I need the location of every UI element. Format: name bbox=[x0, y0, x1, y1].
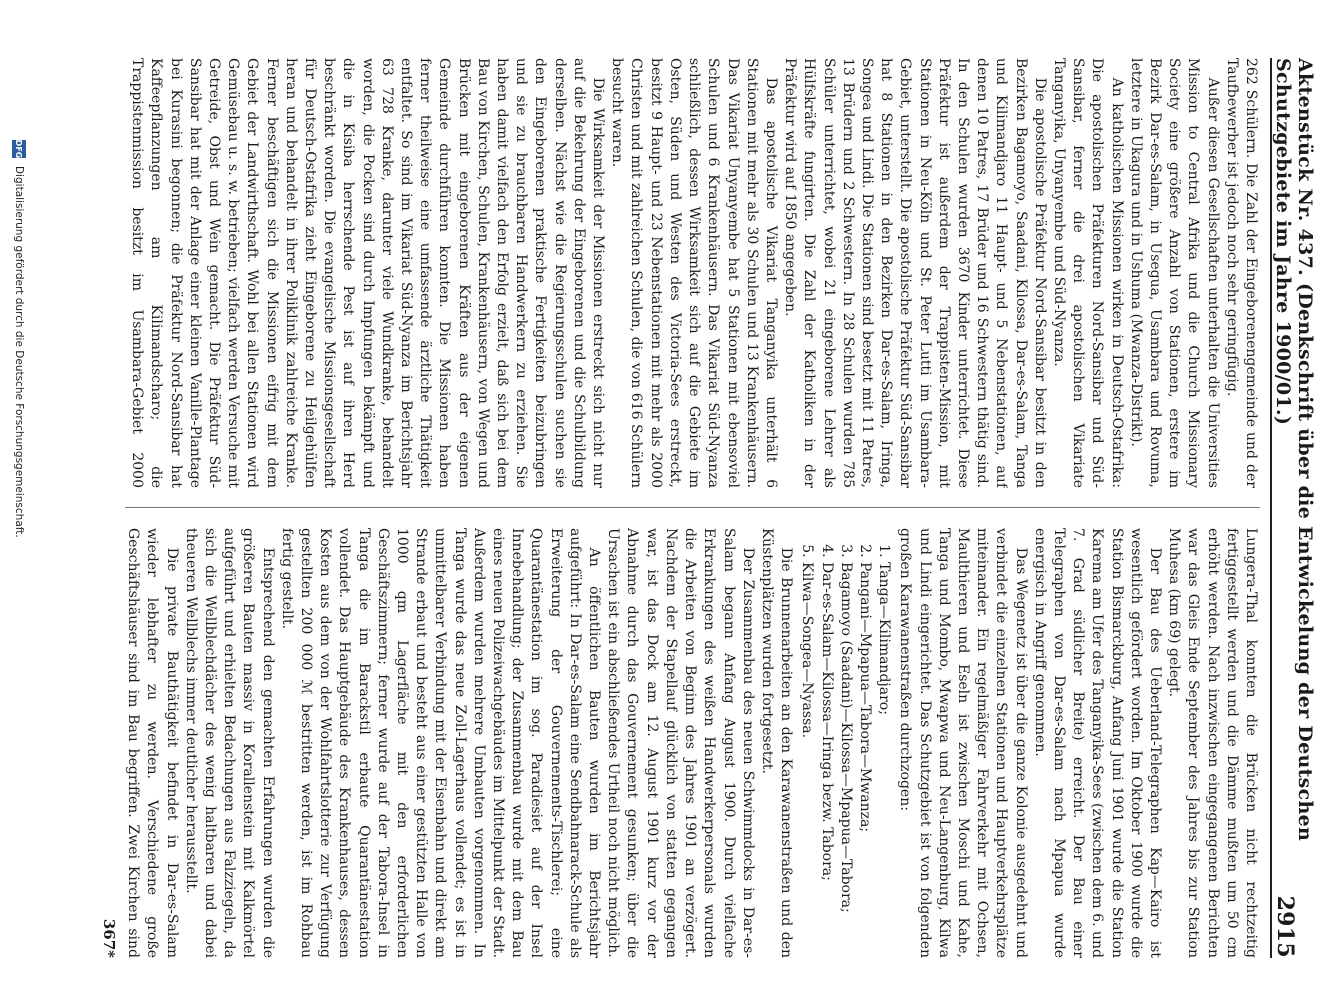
paragraph: Entsprechend den gemachten Erfahrungen wurden die größeren Bauten massiv in Korallenstein mit Kalkmörtel aufgeführt und erhielten Bedachungen aus Falzziegeln, da sich die Wellblechdächer des wenig haltbaren und dabei theueren Wellblechs immer deutlicher herausstellt. bbox=[182, 528, 276, 958]
digitization-footer bbox=[12, 140, 26, 860]
paragraph: Lungera-Thal konnten die Brücken nicht rechtzeitig fertiggestellt werden und die Dämme mußten um 50 cm erhöht werden. Nach inzwischen eingegangenen Berichten war das Gleis Ende September des Jahres bis zur Station Muhesa (km 69) gelegt. bbox=[1166, 528, 1259, 958]
dfg-logo-icon: DFG bbox=[12, 140, 26, 158]
paragraph: Außer diesen Gesellschaften unterhalten die Universities Mission to Central Afrika und die Church Missionary Society eine größere Anzahl von Stationen, erstere im Bezirk Dar-es-Salam, in Usegua, Usambara und Rovuma, letztere in Ukagura und in Ushuma (Mwanza-Distrikt). bbox=[1127, 58, 1221, 488]
column-divider bbox=[125, 507, 1260, 508]
right-column bbox=[125, 528, 1260, 958]
paragraph: Die private Bauthätigkeit befindet in Dar-es-Salam wieder lebhafter zu werden. Verschiedene große Geschäftshäuser sind im Bau begriffen. Zwei Kirchen sind bbox=[125, 528, 180, 958]
route-list bbox=[797, 528, 893, 958]
route-item: 5. Kilwa—Songea—Nyassa. bbox=[797, 562, 816, 958]
footer-text: Digitalisierung gefördert durch die Deutsche Forschungsgemeinschaft. bbox=[13, 166, 25, 538]
paragraph: Die Wirksamkeit der Missionen erstreckt sich nicht nur auf die Bekehrung der Eingeborenen und die Schulbildung derselben. Nächst wie die Regierungsschulen suchen sie den Eingeborenen praktische Fertigkeiten beizubringen und sie zu brauchbaren Handwerkern zu erziehen. Sie haben damit vielfach den Erfolg erzielt, daß sich bei dem Bau von Kirchen, Schulen, Krankenhäusern, von Wegen und Brücken mit eingeborenen Kräften aus der eigenen Gemeinde durchführen konnten. Die Missionen haben ferner theilweise eine umfassende ärztliche Thätigkeit entfaltet. So sind im Vikariat Süd-Nyanza im Berichtsjahr 63 728 Kranke, darunter viele Wundkranke, behandelt worden, die Pocken sind durch Impfungen bekämpft und die in Kisiba herrschende Pest ist auf ihren Herd beschränkt worden. Die evangelische Missionsgesellschaft für Deutsch-Ostafrika zieht Eingeborene zu Heilgehülfen heran und behandelt in ihrer Poliklinik zahlreiche Kranke. Ferner beschäftigen sich die Missionen eifrig mit dem Gebiet der Landwirthschaft. Wohl bei allen Stationen wird Gemüsebau u. s. w. betrieben; vielfach werden Versuche mit Getreide, Obst und Wein gemacht. Die Präfektur Süd-Sansibar hat mit der Anlage einer kleinen Vanille-Plantage bei Kurasini begonnen; die Präfektur Nord-Sansibar hat Kaffeepflanzungen am Kilimandscharo; die Trappistenmission besitzt im Usambara-Gebiet 2000 bbox=[129, 58, 607, 488]
header-title: Aktenstück Nr. 437. (Denkschrift über die Entwickelung der Deutschen Schutzgebiete im Jahre 1900/01.) bbox=[1272, 58, 1316, 842]
route-item: 2. Pangani—Mpapua—Tabora—Mwanza; bbox=[855, 562, 874, 958]
paragraph: Die apostolische Präfektur Nord-Sansibar besitzt in den Bezirken Bagamoyo, Saadani, Kilossa, Dar-es-Salam, Tanga und Kilimandjaro 11 Haupt- und 5 Nebenstationen, auf denen 10 Patres, 17 Brüder und 16 Schwestern thätig sind. In den Schulen wurden 3670 Kinder unterrichtet. Diese Präfektur ist außerdem der Trappisten-Mission, mit Stationen in Neu-Köln und St. Peter Lutti im Usambara-Gebiet, unterstellt. Die apostolische Präfektur Süd-Sansibar hat 8 Stationen in den Bezirken Dar-es-Salam, Iringa, Songea und Lindi. Die Stationen sind besetzt mit 11 Patres, 13 Brüdern und 2 Schwestern. In 28 Schulen wurden 785 Schüler unterrichtet, wobei 21 eingeborene Lehrer als Hülfskräfte fungirten. Die Zahl der Katholiken in der Präfektur wird auf 1850 angegeben. bbox=[782, 58, 1048, 488]
paragraph: 262 Schülern. Die Zahl der Eingeborenengemeinde und der Taufbewerber ist jedoch noch sehr geringfügig. bbox=[1223, 58, 1259, 488]
page-header bbox=[1270, 58, 1316, 958]
document-page bbox=[56, 58, 1316, 958]
paragraph: Das Wegenetz ist über die ganze Kolonie ausgedehnt und verbindet die einzelnen Stationen und Hauptverkehrsplätze miteinander. Ein regelmäßiger Fahrverkehr mit Ochsen, Maulthieren und Eseln ist zwischen Moschi und Kahe, Tanga und Mombo, Mwapwa und Neu-Langenburg, Kilwa und Lindi eingerichtet. Das Schutzgebiet ist von folgenden großen Karawanenstraßen durchzogen: bbox=[897, 528, 1029, 958]
paragraph: Die Brunnenarbeiten an den Karawanenstraßen und den Küstenplätzen wurden fortgesetzt. bbox=[758, 528, 795, 958]
route-item: 3. Bagamoyo (Saadani)—Kilossa—Mpapua—Tabora; bbox=[836, 562, 855, 958]
signature-mark: 367* bbox=[100, 918, 118, 958]
paragraph: Der Zusammenbau des neuen Schwimmdocks in Dar-es-Salam begann Anfang August 1900. Durch vielfache Erkrankungen des weißen Handwerkerpersonals wurden die Arbeiten von Beginn des Jahres 1901 an verzögert. Nachdem der Stapellauf glücklich von statten gegangen war, ist das Dock am 12. August 1901 kurz vor der Abnahme durch das Gouvernement gesunken; über die Ursachen ist ein abschließendes Urtheil noch nicht möglich. bbox=[605, 528, 756, 958]
route-item: 4. Dar-es-Salam—Kilossa—Iringa bezw. Tabora; bbox=[816, 562, 835, 958]
left-column bbox=[125, 58, 1260, 488]
paragraph: An katholischen Missionen wirken in Deutsch-Ostafrika: Die apostolischen Präfekturen Nord-Sansibar und Süd-Sansibar, ferner die drei apostolischen Vikariate Tanganyika, Unyanyembe und Süd-Nyanza. bbox=[1050, 58, 1125, 488]
route-item: 1. Tanga—Kilimandjaro; bbox=[874, 562, 893, 958]
paragraph: Der Bau des Ueberland-Telegraphen Kap—Kairo ist wesentlich gefördert worden. Im Oktober 1900 wurde die Station Bismarckburg, Anfang Juni 1901 wurde die Station Karema am Ufer des Tanganyika-Sees (zwischen dem 6. und 7. Grad südlicher Breite) erreicht. Der Bau einer Telegraphen von Dar-es-Salam nach Mpapua wurde energisch in Angriff genommen. bbox=[1031, 528, 1163, 958]
paragraph: An öffentlichen Bauten wurden im Berichtsjahr aufgeführt: In Dar-es-Salam eine Sendbahnarack-Schule als Erweiterung der Gouvernements-Tischlerei; eine Quarantänestation im sog. Paradiesiet auf der Insel Innebehandlung; der Zusammenbau wurde mit dem Bau eines neuen Polizeiwachgebäudes im Mittelpunkt der Stadt. Außerdem wurden mehrere Umbauten vorgenommen. In Tanga wurde das neue Zoll-Lagerhaus vollendet; es ist in unmittelbarer Verbindung mit der Eisenbahn und direkt am Strande erbaut und besteht aus einer gestützten Halle von 1000 qm Lagerfläche mit den erforderlichen Geschäftszimmern; ferner wurde auf der Tabora-Insel in Tanga die im Barackstil erbaute Quarantänestation vollendet. Das Hauptgebäude des Krankenhauses, dessen Kosten aus dem von der Wohlfahrtslotterie zur Verfügung gestellten 200 000 ℳ bestritten werden, ist im Rohbau fertig gestellt. bbox=[278, 528, 603, 958]
page-number: 2915 bbox=[1272, 895, 1298, 958]
paragraph: Das apostolische Vikariat Tanganyika unterhält 6 Stationen mit mehr als 30 Schulen und 13 Krankenhäusern. Das Vikariat Unyanyembe hat 5 Stationen mit ebensoviel Schulen und 6 Krankenhäusern. Das Vikariat Süd-Nyanza schließlich, dessen Wirksamkeit sich auf die Gebiete im Osten, Süden und Westen des Victoria-Sees erstreckt, besitzt 9 Haupt- und 23 Nebenstationen mit mehr als 2000 Christen und mit zahlreichen Schulen, die von 616 Schülern besucht waren. bbox=[609, 58, 779, 488]
